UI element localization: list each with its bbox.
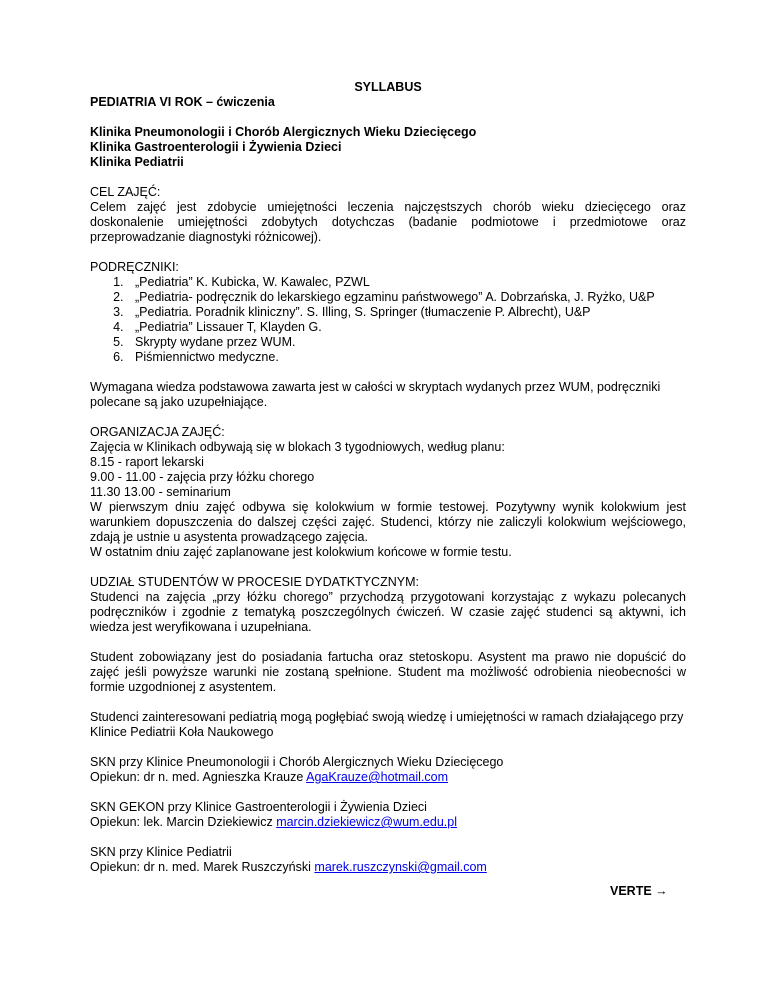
skn-tutor-name: Opiekun: dr n. med. Marek Ruszczyński — [90, 860, 311, 874]
email-link[interactable]: marek.ruszczynski@gmail.com — [314, 860, 487, 874]
arrow-right-icon: → — [655, 884, 668, 898]
schedule-item: 11.30 13.00 - seminarium — [90, 485, 231, 499]
verte-text: VERTE — [610, 884, 652, 898]
schedule-item: 8.15 - raport lekarski — [90, 455, 204, 469]
textbooks-list — [90, 275, 686, 365]
clinic-name: Klinika Pediatrii — [90, 155, 184, 169]
clinic-name: Klinika Pneumonologii i Chorób Alergicznych Wieku Dziecięcego — [90, 125, 477, 139]
document-page — [90, 80, 686, 875]
skn-tutor — [90, 770, 686, 785]
goal-text: Celem zajęć jest zdobycie umiejętności leczenia najczęstszych chorób wieku dziecięcego oraz doskonalenie umiejętności zdobytych dotychczas (badanie podmiotowe i przedmiotowe oraz przeprowadzanie diagnostyki różnicowej). — [90, 200, 686, 244]
organization-intro: Zajęcia w Klinikach odbywają się w blokach 3 tygodniowych, według planu: — [90, 440, 505, 454]
skn-tutor-name: Opiekun: lek. Marcin Dziekiewicz — [90, 815, 273, 829]
skn-tutor-name: Opiekun: dr n. med. Agnieszka Krauze — [90, 770, 304, 784]
email-link[interactable]: marcin.dziekiewicz@wum.edu.pl — [276, 815, 457, 829]
participation-text: Studenci zainteresowani pediatrią mogą pogłębiać swoją wiedzę i umiejętności w ramach działającego przy Klinice Pediatrii Koła Naukowego — [90, 710, 684, 739]
goal-heading: CEL ZAJĘĆ: — [90, 185, 161, 199]
skn-tutor — [90, 860, 686, 875]
list-item: 3. „Pediatria. Poradnik kliniczny”. S. Illing, S. Springer (tłumaczenie P. Albrecht), U&P — [127, 305, 686, 320]
skn-name: SKN przy Klinice Pediatrii — [90, 845, 232, 859]
participation-text: Studenci na zajęcia „przy łóżku chorego” przychodzą przygotowani korzystając z wykazu polecanych podręczników i zgodnie z tematyką poszczególnych ćwiczeń. W czasie zajęć studenci są aktywni, ich wiedza jest weryfikowana i uzupełniana. — [90, 590, 686, 634]
textbooks-note: Wymagana wiedza podstawowa zawarta jest w całości w skryptach wydanych przez WUM, podręczniki polecane są jako uzupełniające. — [90, 380, 661, 409]
list-item: 4. „Pediatria” Lissauer T, Klayden G. — [127, 320, 686, 335]
skn-name: SKN GEKON przy Klinice Gastroenterologii i Żywienia Dzieci — [90, 800, 427, 814]
list-item: 2. „Pediatria- podręcznik do lekarskiego egzaminu państwowego” A. Dobrzańska, J. Ryżko, U&P — [127, 290, 686, 305]
list-item: 5. Skrypty wydane przez WUM. — [127, 335, 686, 350]
page-title: SYLLABUS — [354, 80, 422, 94]
organization-text: W pierwszym dniu zajęć odbywa się kolokwium w formie testowej. Pozytywny wynik kolokwium jest warunkiem dopuszczenia do dalszej części zajęć. Studenci, którzy nie zaliczyli kolokwium wejściowego, zdają je ustnie u asystenta prowadzącego zajęcia. — [90, 500, 686, 544]
participation-text: Student zobowiązany jest do posiadania fartucha oraz stetoskopu. Asystent ma prawo nie dopuścić do zajęć jeśli powyższe warunki nie zostaną spełnione. Student ma możliwość odrobienia nieobecności w formie uzgodnionej z asystentem. — [90, 650, 686, 694]
skn-name: SKN przy Klinice Pneumonologii i Chorób Alergicznych Wieku Dziecięcego — [90, 755, 504, 769]
schedule-item: 9.00 - 11.00 - zajęcia przy łóżku chorego — [90, 470, 315, 484]
organization-heading: ORGANIZACJA ZAJĘĆ: — [90, 425, 225, 439]
textbooks-heading: PODRĘCZNIKI: — [90, 260, 179, 274]
participation-heading: UDZIAŁ STUDENTÓW W PROCESIE DYDATKTYCZNYM: — [90, 575, 419, 589]
subtitle: PEDIATRIA VI ROK – ćwiczenia — [90, 95, 275, 109]
skn-tutor — [90, 815, 686, 830]
clinic-name: Klinika Gastroenterologii i Żywienia Dzieci — [90, 140, 342, 154]
list-item: 6. Piśmiennictwo medyczne. — [127, 350, 686, 365]
verte-label — [610, 884, 668, 898]
email-link[interactable]: AgaKrauze@hotmail.com — [306, 770, 449, 784]
organization-text: W ostatnim dniu zajęć zaplanowane jest kolokwium końcowe w formie testu. — [90, 545, 512, 559]
list-item: 1. „Pediatria” K. Kubicka, W. Kawalec, PZWL — [127, 275, 686, 290]
